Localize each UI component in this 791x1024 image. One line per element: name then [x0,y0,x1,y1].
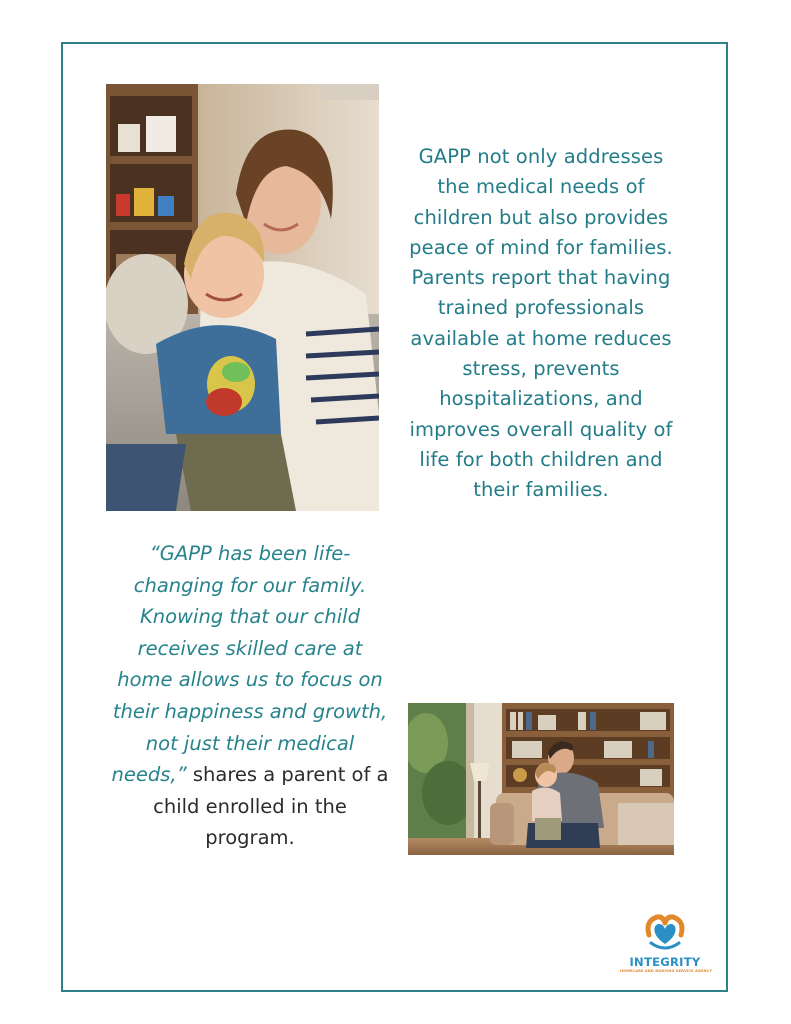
heart-hands-icon [643,913,687,953]
logo-brand-name: INTEGRITY [629,955,701,969]
father-and-child-photo [408,703,674,855]
testimonial-attribution: shares a parent of a child enrolled in the program. [153,763,389,850]
parent-testimonial [108,538,392,854]
integrity-logo [620,913,713,975]
logo-tagline: HOMECARE AND NURSING SERVICE AGENCY [620,969,713,973]
testimonial-quote: “GAPP has been life-changing for our family. Knowing that our child receives skilled care at home allows us to focus on their happiness and growth, not just their medical needs,” [111,542,388,787]
gapp-benefits-paragraph: GAPP not only addresses the medical needs of children but also provides peace of mind for families. Parents report that having trained professionals available at home reduces stress, prevents hospitalizations, and improves overall quality of life for both children and their families. [409,145,673,502]
mother-and-child-photo [106,84,379,511]
